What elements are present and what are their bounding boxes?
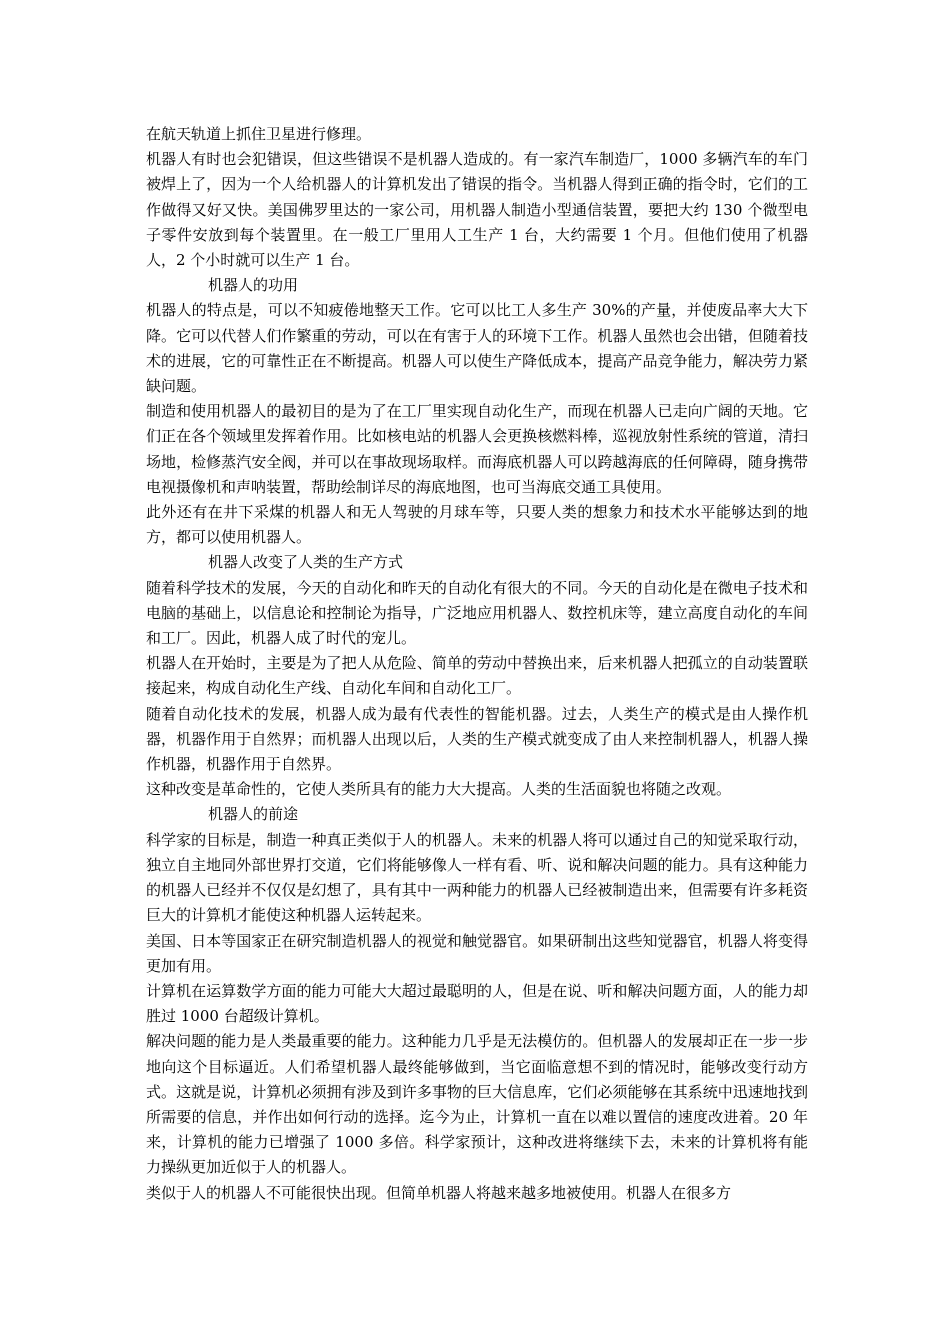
paragraph-robot-fields: 制造和使用机器人的最初目的是为了在工厂里实现自动化生产，而现在机器人已走向广阔的天地。它们正在各个领域里发挥着作用。比如核电站的机器人会更换核燃料棒，巡视放射性系统的管道，清扫场地，检修蒸汽安全阀，并可以在事故现场取样。而海底机器人可以跨越海底的任何障碍，随身携带电视摄像机和声呐装置，帮助绘制详尽的海底地图，也可当海底交通工具使用。 — [146, 402, 808, 496]
paragraph-simple-robots: 类似于人的机器人不可能很快出现。但简单机器人将越来越多地被使用。机器人在很多方 — [146, 1183, 732, 1202]
paragraph-robot-features: 机器人的特点是，可以不知疲倦地整天工作。它可以比工人多生产 30%的产量，并使废品率大大下降。它可以代替人们作繁重的劳动，可以在有害于人的环境下工作。机器人虽然也会出错，但随着技术的进展，它的可靠性正在不断提高。机器人可以使生产降低成本，提高产品竞争能力，解决劳力紧缺问题。 — [146, 301, 808, 396]
paragraph-production-mode: 随着自动化技术的发展，机器人成为最有代表性的智能机器。过去，人类生产的模式是由人操作机器，机器作用于自然界；而机器人出现以后，人类的生产模式就变成了由人来控制机器人，机器人操作机器，机器作用于自然界。 — [146, 704, 808, 774]
paragraph-robot-errors: 机器人有时也会犯错误，但这些错误不是机器人造成的。有一家汽车制造厂，1000 多辆汽车的车门被焊上了，因为一个人给机器人的计算机发出了错误的指令。当机器人得到正确的指令时，它们的工作做得又好又快。美国佛罗里达的一家公司，用机器人制造小型通信装置，要把大约 130 个微型电子零件安放到每个装置里。在一般工厂里用人工生产 1 台，大约需要 1 个月。但他们使用了机器人，2 个小时就可以生产 1 台。 — [146, 150, 808, 270]
paragraph-computer-vs-human: 计算机在运算数学方面的能力可能大大超过最聪明的人，但是在说、听和解决问题方面，人的能力却胜过 1000 台超级计算机。 — [146, 981, 808, 1026]
paragraph-automation-today: 随着科学技术的发展，今天的自动化和昨天的自动化有很大的不同。今天的自动化是在微电子技术和电脑的基础上，以信息论和控制论为指导，广泛地应用机器人、数控机床等，建立高度自动化的车间和工厂。因此，机器人成了时代的宠儿。 — [146, 578, 808, 648]
heading-robot-uses: 机器人的功用 — [208, 276, 299, 295]
paragraph-robot-imagination: 此外还有在井下采煤的机器人和无人驾驶的月球车等，只要人类的想象力和技术水平能够达到的地方，都可以使用机器人。 — [146, 503, 808, 547]
document-body — [146, 122, 808, 1206]
paragraph-senses-research: 美国、日本等国家正在研究制造机器人的视觉和触觉器官。如果研制出这些知觉器官，机器人将变得更加有用。 — [146, 931, 808, 975]
paragraph-robot-beginning: 机器人在开始时，主要是为了把人从危险、简单的劳动中替换出来，后来机器人把孤立的自动装置联接起来，构成自动化生产线、自动化车间和自动化工厂。 — [146, 654, 808, 698]
paragraph-scientist-goal: 科学家的目标是，制造一种真正类似于人的机器人。未来的机器人将可以通过自己的知觉采取行动，独立自主地同外部世界打交道，它们将能够像人一样有看、听、说和解决问题的能力。具有这种能力的机器人已经并不仅仅是幻想了，具有其中一两种能力的机器人已经被制造出来，但需要有许多耗资巨大的计算机才能使这种机器人运转起来。 — [146, 830, 808, 925]
paragraph-problem-solving: 解决问题的能力是人类最重要的能力。这种能力几乎是无法模仿的。但机器人的发展却正在一步一步地向这个目标逼近。人们希望机器人最终能够做到，当它面临意想不到的情况时，能够改变行动方式。这就是说，计算机必须拥有涉及到许多事物的巨大信息库，它们必须能够在其系统中迅速地找到所需要的信息，并作出如何行动的选择。迄今为止，计算机一直在以难以置信的速度改进着。20 年来，计算机的能力已增强了 1000 多倍。科学家预计，这种改进将继续下去，未来的计算机将有能力操纵更加近似于人的机器人。 — [146, 1032, 808, 1177]
paragraph-revolution: 这种改变是革命性的，它使人类所具有的能力大大提高。人类的生活面貌也将随之改观。 — [146, 780, 732, 799]
heading-robot-future: 机器人的前途 — [208, 805, 299, 824]
paragraph-satellite-repair: 在航天轨道上抓住卫星进行修理。 — [146, 125, 372, 143]
heading-production-change: 机器人改变了人类的生产方式 — [208, 553, 404, 572]
